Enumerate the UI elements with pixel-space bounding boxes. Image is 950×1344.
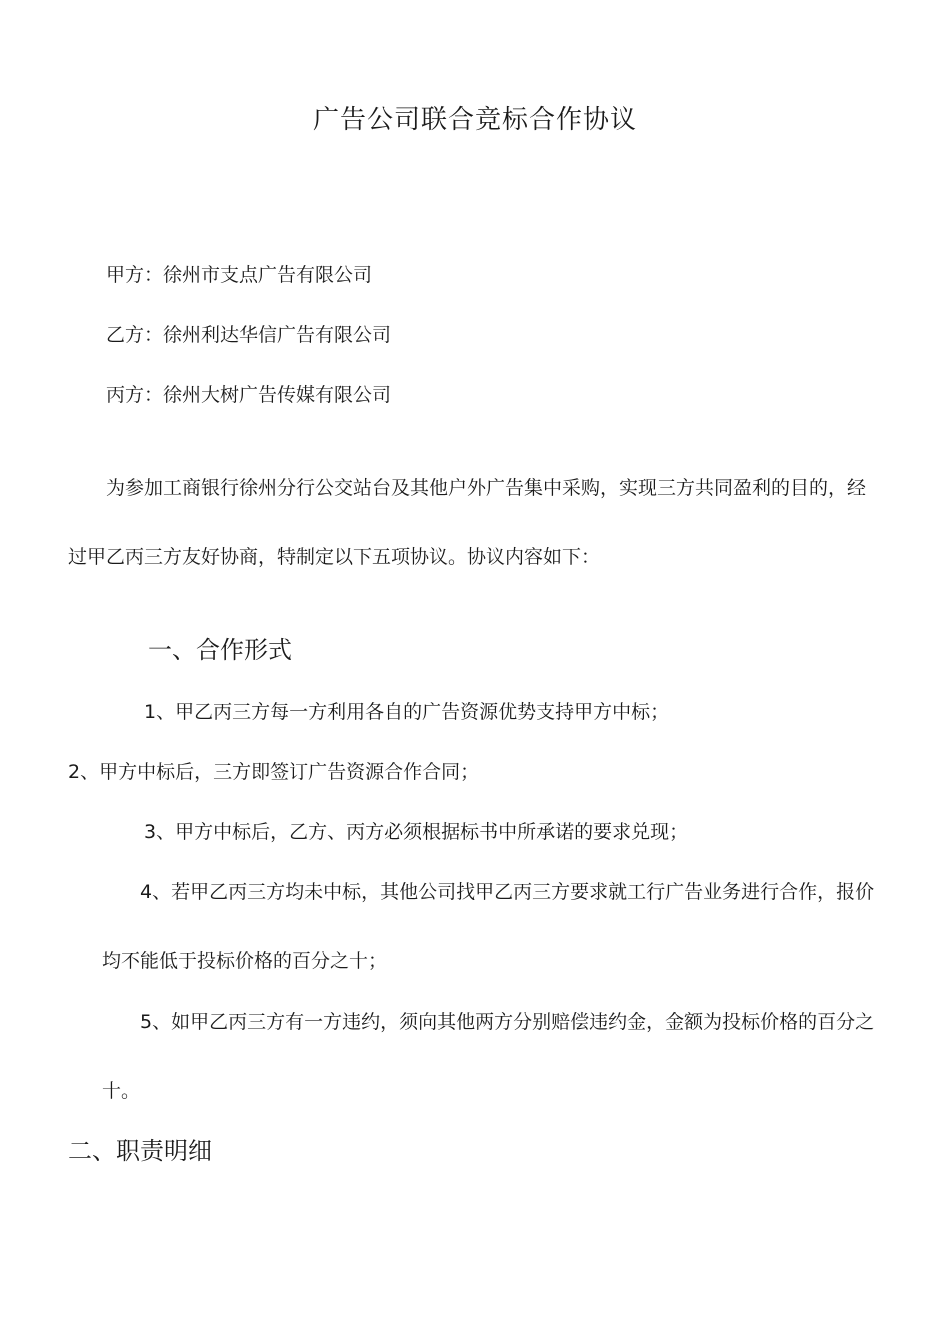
party-c: 丙方：徐州大树广告传媒有限公司 — [106, 384, 392, 406]
intro-line-1: 为参加工商银行徐州分行公交站台及其他户外广告集中采购，实现三方共同盈利的目的，经 — [106, 477, 867, 499]
clause-1: 1、甲乙丙三方每一方利用各自的广告资源优势支持甲方中标； — [144, 701, 670, 723]
clause-3: 3、甲方中标后，乙方、丙方必须根据标书中所承诺的要求兑现； — [144, 821, 689, 843]
clause-4-line-2: 均不能低于投标价格的百分之十； — [102, 950, 388, 972]
clause-5-line-1: 5、如甲乙丙三方有一方违约，须向其他两方分别赔偿违约金，金额为投标价格的百分之 — [140, 1011, 875, 1033]
clause-4-line-1: 4、若甲乙丙三方均未中标，其他公司找甲乙丙三方要求就工行广告业务进行合作，报价 — [140, 881, 875, 903]
intro-line-2: 过甲乙丙三方友好协商，特制定以下五项协议。协议内容如下： — [68, 546, 601, 568]
party-b: 乙方：徐州利达华信广告有限公司 — [106, 324, 392, 346]
section-heading-cooperation: 一、合作形式 — [148, 636, 292, 664]
party-a: 甲方：徐州市支点广告有限公司 — [106, 264, 373, 286]
section-heading-responsibilities: 二、职责明细 — [68, 1137, 212, 1165]
clause-5-line-2: 十。 — [102, 1080, 141, 1102]
clause-2: 2、甲方中标后，三方即签订广告资源合作合同； — [68, 761, 480, 783]
document-title: 广告公司联合竞标合作协议 — [312, 105, 637, 135]
